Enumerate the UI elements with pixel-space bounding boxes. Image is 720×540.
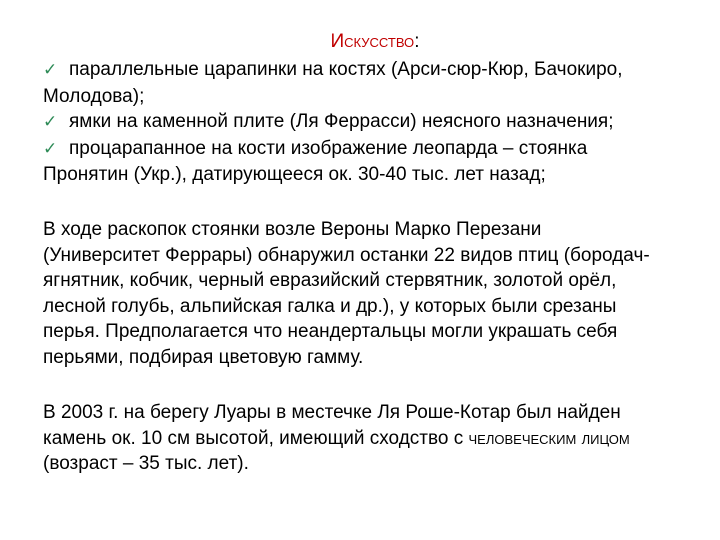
checkmark-icon: ✓ [43,60,58,80]
list-item-text-cont: Пронятин (Укр.), датирующееся ок. 30-40 тыс. лет назад; [43,164,546,185]
bullet-list [43,57,703,188]
paragraph-line: ягнятник, кобчик, черный евразийский стервятник, золотой орёл, [43,270,617,291]
slide-title [0,30,720,54]
paragraph-line: лесной голубь, альпийская галка и др.), у которых были срезаны [43,295,617,317]
list-item [43,57,703,109]
paragraph-line: камень ок. 10 см высотой, имеющий сходство с [43,427,469,449]
title-colon: : [414,31,420,52]
list-item [43,136,703,188]
paragraph-text [43,400,703,477]
paragraph-text [43,217,703,370]
list-item [43,109,703,136]
paragraph-small-caps: человеческим лицом [468,427,630,449]
paragraph-line: перьями, подбирая цветовую гамму. [43,346,364,368]
list-item-text: процарапанное на кости изображение леопарда – стоянка [69,137,588,159]
paragraph-line: перья. Предполагается что неандертальцы могли украшать себя [43,321,618,342]
checkmark-icon: ✓ [43,112,58,132]
paragraph-stone [43,400,703,477]
paragraph-line: В ходе раскопок стоянки возле Вероны Марко Перезани [43,219,542,240]
list-item-text: ямки на каменной плите (Ля Феррасси) неясного назначения; [69,111,614,132]
paragraph-line: В 2003 г. на берегу Луары в местечке Ля Роше-Котар был найден [43,402,621,423]
title-word: Искусство [330,31,415,52]
list-item-text-cont: Молодова); [43,85,145,107]
paragraph-line: (возраст – 35 тыс. лет). [43,453,249,474]
paragraph-line: (Университет Феррары) обнаружил останки 22 видов птиц (бородач- [43,244,650,266]
list-item-text: параллельные царапинки на костях (Арси-сюр-Кюр, Бачокиро, [69,59,623,80]
paragraph-birds [43,217,703,370]
checkmark-icon: ✓ [43,138,58,159]
